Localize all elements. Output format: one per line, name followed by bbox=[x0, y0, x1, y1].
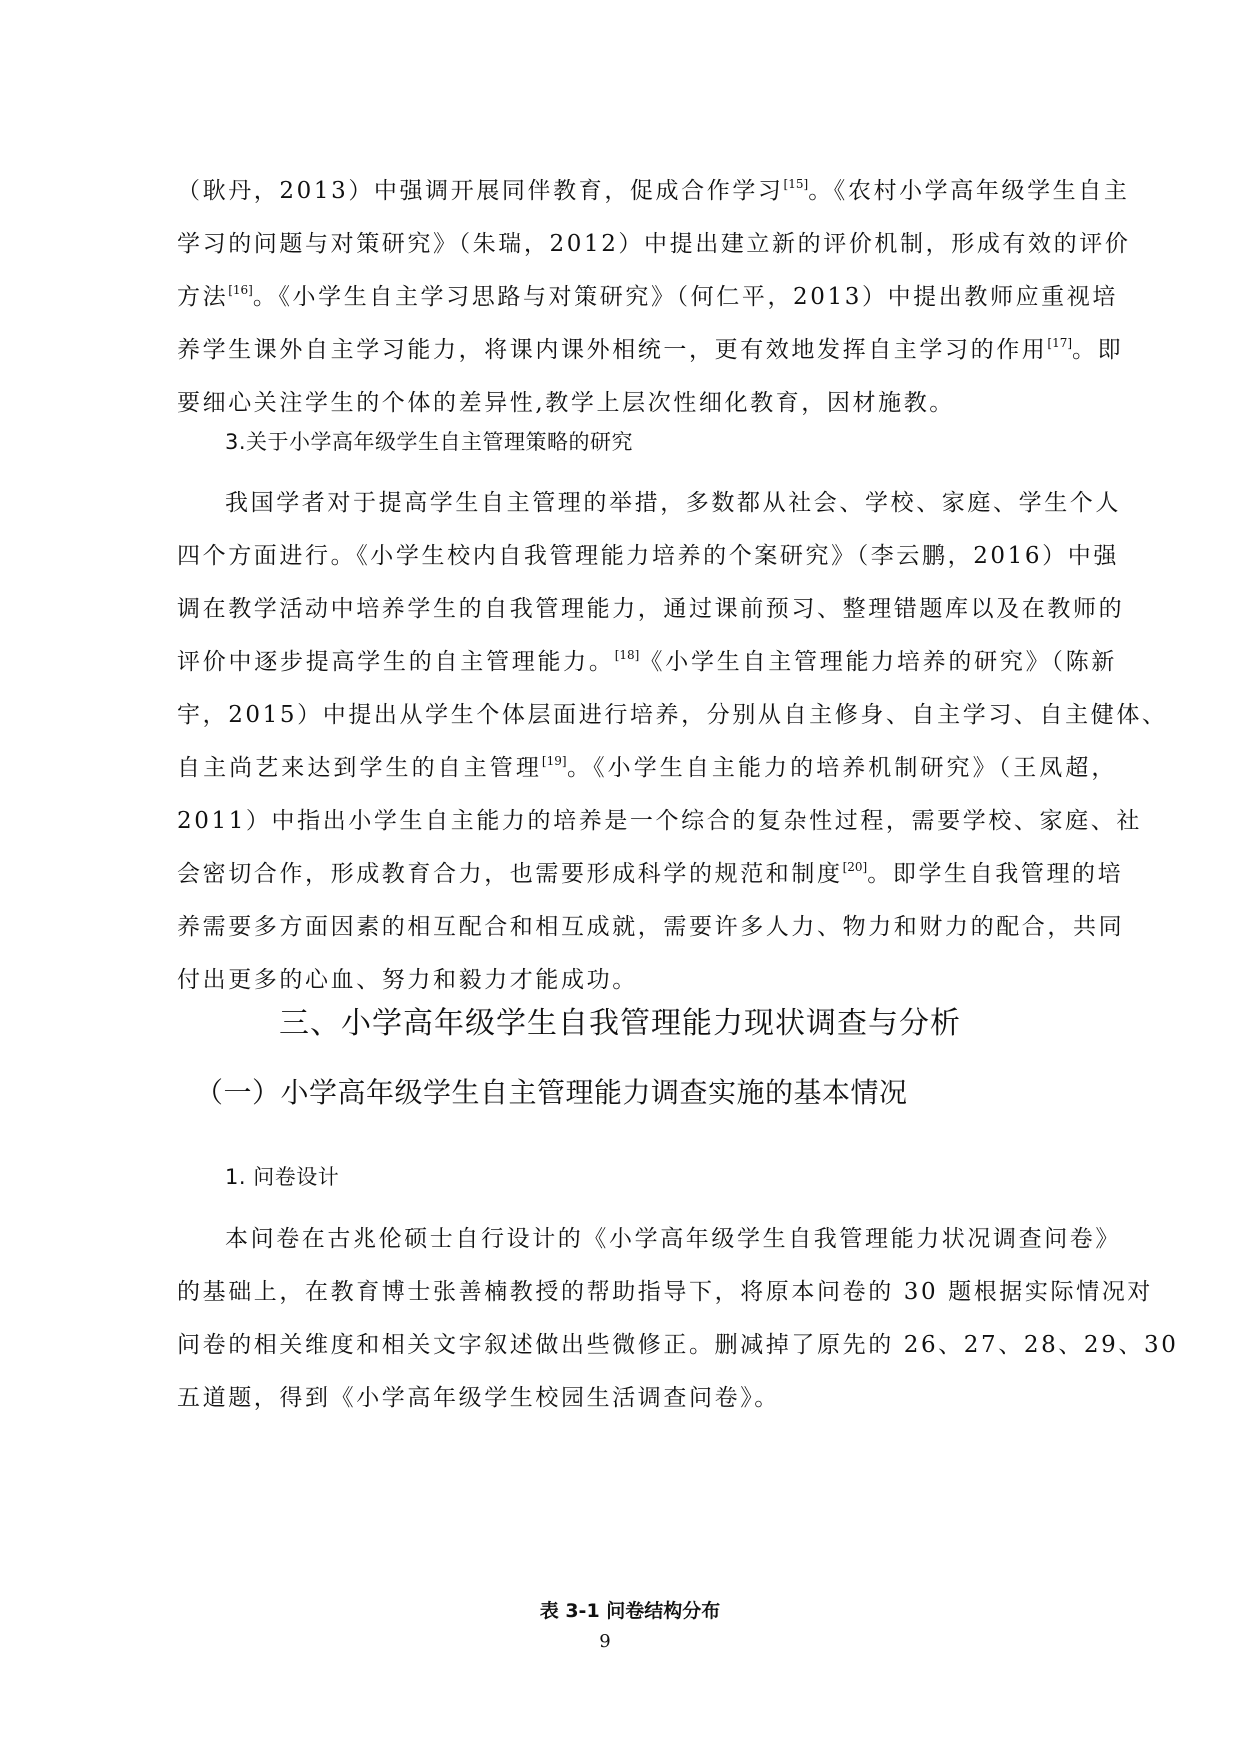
table-caption: 表 3-1 问卷结构分布 bbox=[539, 1600, 721, 1622]
text-line: 养需要多方面因素的相互配合和相互成就，需要许多人力、物力和财力的配合，共同 bbox=[177, 914, 1125, 940]
text-line: 调在教学活动中培养学生的自我管理能力，通过课前预习、整理错题库以及在教师的 bbox=[177, 596, 1125, 622]
text-line: 的基础上，在教育博士张善楠教授的帮助指导下，将原本问卷的 30 题根据实际情况对 bbox=[177, 1279, 1153, 1305]
citation-ref[interactable]: [17] bbox=[1047, 336, 1073, 350]
text-line: 要细心关注学生的个体的差异性,教学上层次性细化教育，因材施教。 bbox=[177, 390, 955, 416]
text-line: 自主尚艺来达到学生的自主管理[19]。《小学生自主能力的培养机制研究》（王凤超， bbox=[177, 754, 1117, 781]
text-line: 2011）中指出小学生自主能力的培养是一个综合的复杂性过程，需要学校、家庭、社 bbox=[177, 808, 1142, 834]
text-line: 付出更多的心血、努力和毅力才能成功。 bbox=[177, 967, 638, 993]
citation-ref[interactable]: [15] bbox=[783, 177, 809, 191]
subheading-questionnaire-design: 1. 问卷设计 bbox=[225, 1165, 340, 1189]
text-line: 问卷的相关维度和相关文字叙述做出些微修正。删减掉了原先的 26、27、28、29、30 bbox=[177, 1332, 1179, 1358]
section-heading: （一）小学高年级学生自主管理能力调查实施的基本情况 bbox=[195, 1076, 908, 1109]
text-line: 评价中逐步提高学生的自主管理能力。[18]《小学生自主管理能力培养的研究》（陈新 bbox=[177, 648, 1117, 675]
page-number: 9 bbox=[599, 1631, 611, 1652]
citation-ref[interactable]: [19] bbox=[541, 754, 567, 768]
chapter-heading: 三、小学高年级学生自我管理能力现状调查与分析 bbox=[279, 1006, 961, 1041]
text-line: 宇，2015）中提出从学生个体层面进行培养，分别从自主修身、自主学习、自主健体、 bbox=[177, 702, 1168, 728]
text-line: （耿丹，2013）中强调开展同伴教育，促成合作学习[15]。《农村小学高年级学生自主 bbox=[177, 177, 1130, 204]
text-line: 养学生课外自主学习能力，将课内课外相统一，更有效地发挥自主学习的作用[17]。即 bbox=[177, 336, 1124, 363]
text-line: 本问卷在古兆伦硕士自行设计的《小学高年级学生自我管理能力状况调查问卷》 bbox=[225, 1226, 1121, 1252]
citation-ref[interactable]: [20] bbox=[842, 860, 868, 874]
citation-ref[interactable]: [18] bbox=[614, 648, 640, 662]
text-line: 方法[16]。《小学生自主学习思路与对策研究》（何仁平，2013）中提出教师应重视培 bbox=[177, 283, 1118, 310]
text-line: 五道题，得到《小学高年级学生校园生活调查问卷》。 bbox=[177, 1385, 780, 1411]
text-line: 会密切合作，形成教育合力，也需要形成科学的规范和制度[20]。即学生自我管理的培 bbox=[177, 860, 1124, 887]
citation-ref[interactable]: [16] bbox=[228, 283, 253, 297]
text-line: 四个方面进行。《小学生校内自我管理能力培养的个案研究》（李云鹏，2016）中强 bbox=[177, 543, 1119, 569]
subheading-self-management-strategies: 3.关于小学高年级学生自主管理策略的研究 bbox=[225, 430, 634, 454]
text-line: 学习的问题与对策研究》（朱瑞，2012）中提出建立新的评价机制，形成有效的评价 bbox=[177, 231, 1131, 257]
text-line: 我国学者对于提高学生自主管理的举措，多数都从社会、学校、家庭、学生个人 bbox=[225, 490, 1121, 516]
